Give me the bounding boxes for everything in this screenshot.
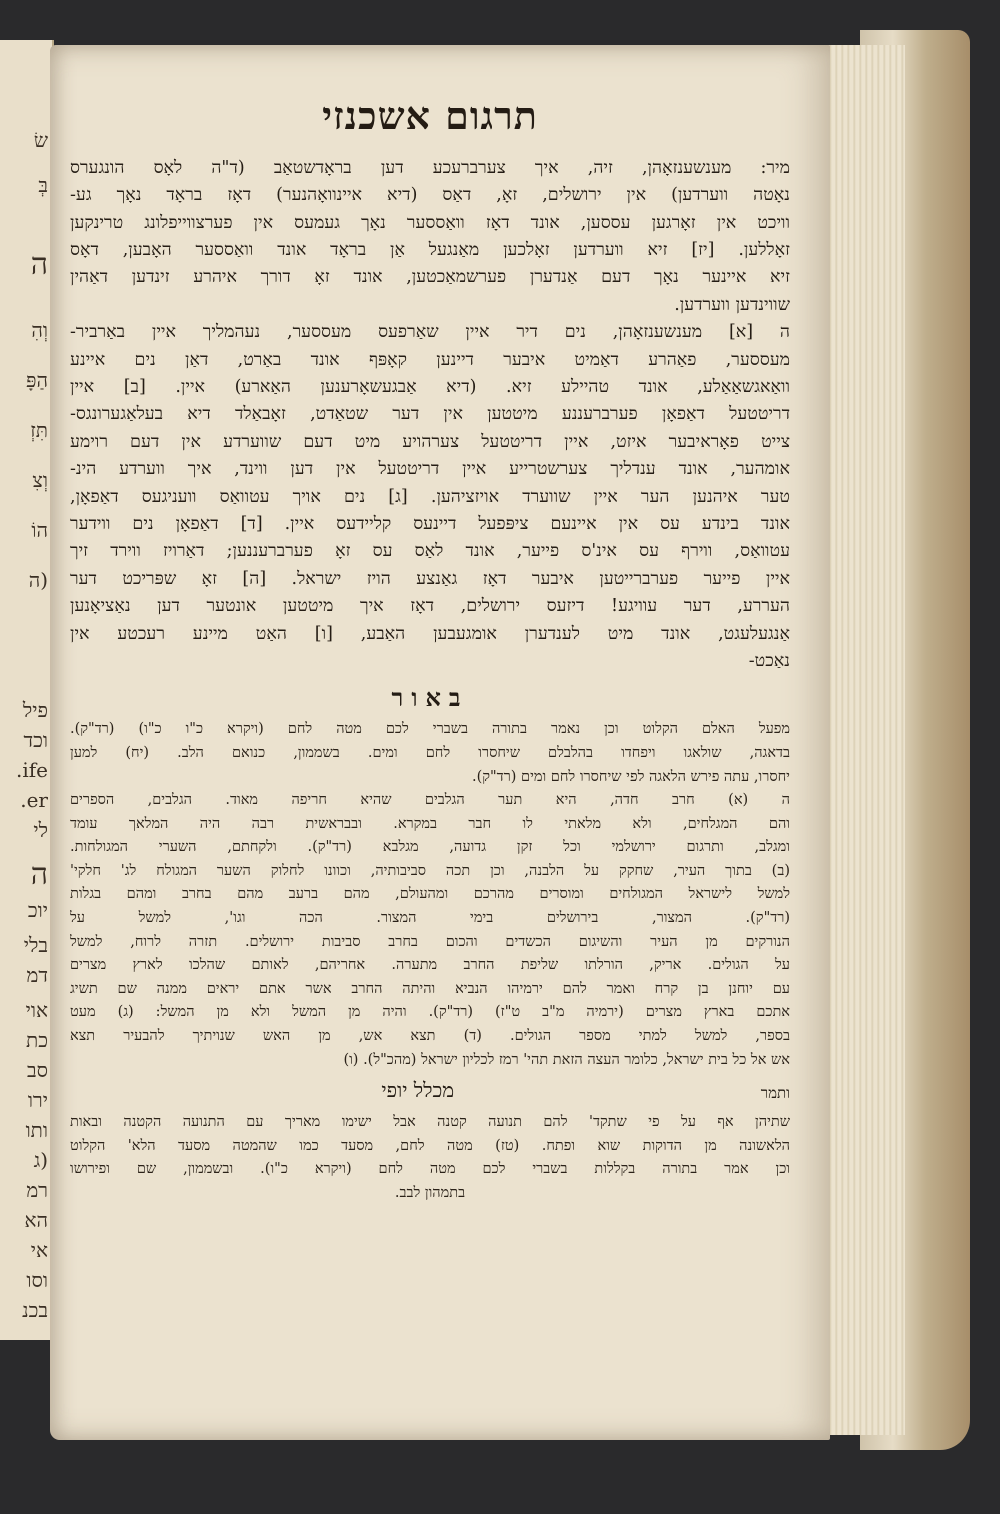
- text-line: (ב) בתוך העיר, שחקק על הלבנה, וכן תכה סביבותיה, וכוונו לחלוק השער המגולח לג' חלקי': [70, 862, 790, 879]
- text-line: אתכם בארץ מצרים (ירמיה מ"ב ט"ז) (רד"ק). והיה מן המשל ולא מן המשל: (ג) מעט: [70, 1004, 790, 1021]
- left-page-text-fragment: אוי: [25, 998, 48, 1022]
- left-page-fragment: [0, 40, 54, 1340]
- left-page-text-fragment: וְצִ: [32, 468, 48, 492]
- left-page-text-fragment: וְהִ: [31, 318, 48, 342]
- translation-block-chapter: [70, 319, 790, 675]
- left-page-text-fragment: פיל: [22, 698, 48, 722]
- text-line: מיר: מענשענזאָהן, זיה, איך צערברעכע דען בראָדשטאַב (ד"ה לאָס הונגערס: [70, 157, 790, 178]
- page-content: [70, 95, 790, 1206]
- page-title: תרגום אשכנזי: [322, 93, 538, 138]
- text-line: איין פייער פערברייטען איבער דאָז גאַנצע הויז ישראל. [ה] זאָ שפּריכט דער: [70, 568, 790, 589]
- text-line: על הגולים. אריק, הורלתו שליפת החרב מתערה. אחריהם, לאותם שהלכו לארץ מצרים: [70, 957, 790, 974]
- text-line: דריטטעל דאַפאָן פערברעננע מיטטען אין דער שטאַדט, זאָבאַלד דיא בעלאַגערונגס-: [70, 404, 790, 425]
- text-line: אונד בינדע עס אין איינעם ציפּפעל דיינעס קליידעס איין. [ד] דאַפאָן נים ווידער: [70, 514, 790, 535]
- left-page-text-fragment: בכנ: [22, 1298, 48, 1322]
- text-line: והם המגלחים, ולא מלאתי לו חבר במקרא. ובבראשית רבה היה המלאך עומד: [70, 815, 790, 832]
- left-page-text-fragment: er.: [20, 788, 48, 812]
- left-page-text-fragment: ותו: [25, 1118, 48, 1142]
- commentary-block: [70, 718, 790, 789]
- left-page-text-fragment: ה: [30, 247, 48, 282]
- left-page-text-fragment: הוֹ: [31, 518, 48, 542]
- text-line: יחסרו, עתה פירש הלאגה לפי שיחסרו לחם ומים (רד"ק).: [471, 768, 790, 785]
- left-page-text-fragment: אי: [30, 1238, 48, 1262]
- left-page-text-fragment: רמ: [26, 1178, 48, 1202]
- grammar-subheading: מכלל יופי: [381, 1078, 455, 1103]
- text-line: הלאשונה מן הדוקות שוא ופתח. (טז) מטה לחם, מסעד כמו שהמטה מסעד הלא' הקלוט: [70, 1137, 790, 1154]
- text-line: שתיהן אף על פי שתקד' להם תנועה קטנה אבל ישימו מאריך עם התנועה הקטנה ובאות: [70, 1114, 790, 1131]
- left-page-text-fragment: ה: [30, 857, 48, 892]
- text-line: טער איהנען הער איין שווערד אויזציהען. [ג] נים אויך עטוואַס וועניגעס דאַפאָן,: [70, 486, 790, 507]
- left-page-text-fragment: סב: [26, 1058, 48, 1082]
- left-page-text-fragment: ירו: [27, 1088, 48, 1112]
- left-page-text-fragment: (ג: [33, 1148, 48, 1172]
- text-line: אומהער, אונד ענדליך צערשטרייע איין דריטטעל אין דען ווינד, איך ווערדע הינ-: [70, 459, 790, 480]
- left-page-text-fragment: תִּזְ: [30, 418, 48, 442]
- text-line: זיא איינער נאָך דעם אַנדערן פערשמאַכטען, אונד זאָ דורך איהרע זינדען דאַהין: [70, 267, 790, 288]
- left-page-text-fragment: הא: [24, 1208, 48, 1232]
- text-line: ה (א) חרב חדה, היא תער הגלבים שהיא חריפה מאוד. הגלבים, הספרים: [70, 792, 790, 809]
- text-line: העררע, דער עוויגע! דיזעס ירושלים, דאָז איך מיטטען אונטער דען נאַציאָנען: [70, 596, 790, 617]
- left-page-text-fragment: כת: [26, 1028, 48, 1052]
- text-line: מעססער, פאַהרע דאַמיט איבער דיינען קאָפּף אונד באַרט, דאַן נים איינע: [70, 349, 790, 370]
- commentary-block-chapter: [70, 789, 790, 1072]
- text-line: בתמהון לבב.: [394, 1185, 466, 1201]
- text-line: עטוואַס, ווירף עס אינ'ס פייער, אונד לאַס עס זאָ פערברעננען; דאַרויז ווירד זיך: [70, 541, 790, 562]
- text-line: עם יוחנן בן קרח ואמר להם ירמיהו הנביא והיתה החרב אשר אתם יראים ממנה שם תשיג: [70, 980, 790, 997]
- left-page-text-fragment: הַפָּ: [26, 368, 48, 392]
- left-page-text-fragment: שׂ: [33, 128, 48, 152]
- text-line: למשל לישראל המגולחים ומוסרים מהרכם ומהעולם, מהם ברעב מהם בחרב ומהם בגלות: [70, 886, 790, 903]
- left-page-text-fragment: בְּ: [38, 173, 48, 197]
- grammar-block: [70, 1111, 790, 1205]
- text-line: וויכט אין זאָרגען עססען, אונד דאָז וואַססער נאָך געמעס אין פערצווייפלונג טרינקען: [70, 212, 790, 233]
- text-line: זאָללען. [יז] זיא ווערדען זאָלכען מאַנגעל אַן בראָד אונד וואַססער האָבען, דאָס: [70, 240, 790, 261]
- text-line: נאָטה ווערדען) אין ירושלים, זאָ, דאַס (דיא איינוואָהנער) דאָז בראָד נאָך גע-: [70, 185, 790, 206]
- text-line: בספר, למשל למתי מספר הגולים. (ד) תצא אש, מן האש שנויתיך להבעיר תצא: [70, 1028, 790, 1045]
- text-line: (רד"ק). המצור, בירושלים בימי המצור. הכה וגו', למשל על: [70, 910, 790, 927]
- text-line: בדאגה, שולאגו ויפחדו בהלבלם שיחסרו לחם ומים. בשממון, כנואם הלב. (יח) למען: [70, 744, 790, 761]
- left-page-text-fragment: וכד: [23, 728, 48, 752]
- text-line: מפעל האלם הקלוט וכן נאמר בתורה בשברי לכם מטה לחם (ויקרא כ"ו כ"ו) (רד"ק).: [70, 721, 790, 738]
- text-line: אַנגעלעגט, אונד מיט לענדערן אומגעבען האַבע, [ו] האַט מיינע רעכטע אין: [70, 623, 790, 644]
- text-line: שווינדען ווערדען.: [674, 294, 790, 315]
- text-line: ה [א] מענשענזאָהן, נים דיר איין שאַרפעס מעססער, נעהמליך איין באַרביר-: [70, 322, 790, 343]
- left-page-text-fragment: דמ: [26, 963, 48, 987]
- text-line: אש אל כל בית ישראל, כלומר העצה הזאת תהי' רמז לכליון ישראל (מהכ"ל). (ו): [343, 1051, 790, 1068]
- left-page-text-fragment: וסו: [26, 1268, 48, 1292]
- left-page-text-fragment: ife.: [16, 758, 48, 782]
- text-line: הנורקים מן העיר והשיגום הכשדים והכום בחרב סביבות ירושלים. תזרה לרוח, למשל: [70, 933, 790, 950]
- left-page-text-fragment: בלי: [23, 933, 48, 957]
- subhead-row: [70, 1078, 790, 1103]
- left-page-text-fragment: (ה: [28, 568, 48, 592]
- left-page-text-fragment: יוכ: [27, 898, 48, 922]
- left-page-text-fragment: לי: [33, 818, 48, 842]
- commentary-heading: באור: [391, 682, 469, 712]
- text-line: וכן אמר בתורה בקללות בשברי לכם מטה לחם (ויקרא כ"ו). ובשממון, שם ופירושו: [70, 1161, 790, 1178]
- text-line: וואַאגשאַאַלע, אונד טהיילע זיא. (דיא אַבגעשאָרענען האַארע) איין. [ב] איין: [70, 377, 790, 398]
- catchword: ותמר: [760, 1084, 790, 1103]
- text-line: צייט פאָראיבער איזט, איין דריטטעל צערהויע מיט דעם שווערדע אין דעם רוימע: [70, 431, 790, 452]
- text-line: נאַכט-: [748, 651, 790, 672]
- page-stack-edges: [820, 45, 905, 1435]
- text-line: ומגלב, ותרגום ירושלמי וכל זקן גדועה, מגלבא (רד"ק). ולקחתם, השערי המגולחות.: [70, 839, 790, 856]
- translation-block: [70, 155, 790, 319]
